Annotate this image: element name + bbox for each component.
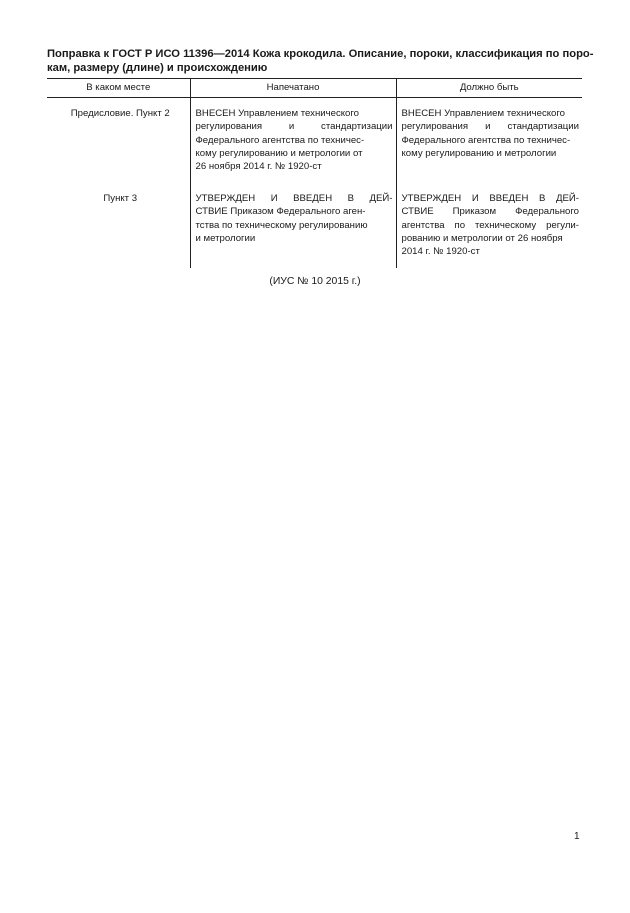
text-line: 2014 г. № 1920-ст	[401, 246, 480, 258]
header-should-be: Должно быть	[396, 79, 582, 98]
text-line: тства по техническому регулированию	[195, 219, 368, 231]
row-should-be	[396, 187, 582, 268]
text-line: СТВИЕ Приказом Федерального	[401, 206, 579, 218]
row-printed	[190, 98, 396, 188]
header-printed: Напечатано	[190, 79, 396, 98]
table-header-row	[47, 79, 582, 98]
page-number: 1	[574, 831, 580, 842]
source-reference: (ИУС № 10 2015 г.)	[269, 276, 361, 287]
title-line-2: кам, размеру (длине) и происхождению	[47, 62, 268, 74]
text-line: ВНЕСЕН Управлением технического	[401, 108, 566, 120]
amendment-table	[47, 78, 582, 268]
row-printed	[190, 187, 396, 268]
text-line: кому регулированию и метрологии	[401, 147, 557, 159]
text-line: и метрологии	[195, 232, 256, 244]
text-line: рованию и метрологии от 26 ноября	[401, 232, 563, 244]
text-line: ВНЕСЕН Управлением технического	[195, 108, 360, 120]
table-row	[47, 187, 582, 268]
header-place: В каком месте	[86, 82, 151, 93]
text-line: агентства по техническому регули-	[401, 219, 579, 231]
text-line: регулирования и стандартизации	[195, 121, 393, 133]
title-line-1: Поправка к ГОСТ Р ИСО 11396—2014 Кожа крокодила. Описание, пороки, классификация по поро-	[47, 48, 594, 60]
row-should-be	[396, 98, 582, 188]
text-line: кому регулированию и метрологии от	[195, 147, 363, 159]
row-place: Предисловие. Пункт 2	[70, 108, 170, 120]
text-line: СТВИЕ Приказом Федерального аген-	[195, 206, 366, 218]
text-line: регулирования и стандартизации	[401, 121, 579, 133]
table-row	[47, 98, 582, 188]
text-line: УТВЕРЖДЕН И ВВЕДЕН В ДЕЙ-	[401, 193, 579, 205]
text-line: Федерального агентства по техничес-	[195, 134, 365, 146]
text-line: УТВЕРЖДЕН И ВВЕДЕН В ДЕЙ-	[195, 193, 393, 205]
row-place: Пункт 3	[103, 193, 138, 205]
amendment-title	[47, 47, 594, 75]
text-line: 26 ноября 2014 г. № 1920-ст	[195, 161, 322, 173]
text-line: Федерального агентства по техничес-	[401, 134, 571, 146]
